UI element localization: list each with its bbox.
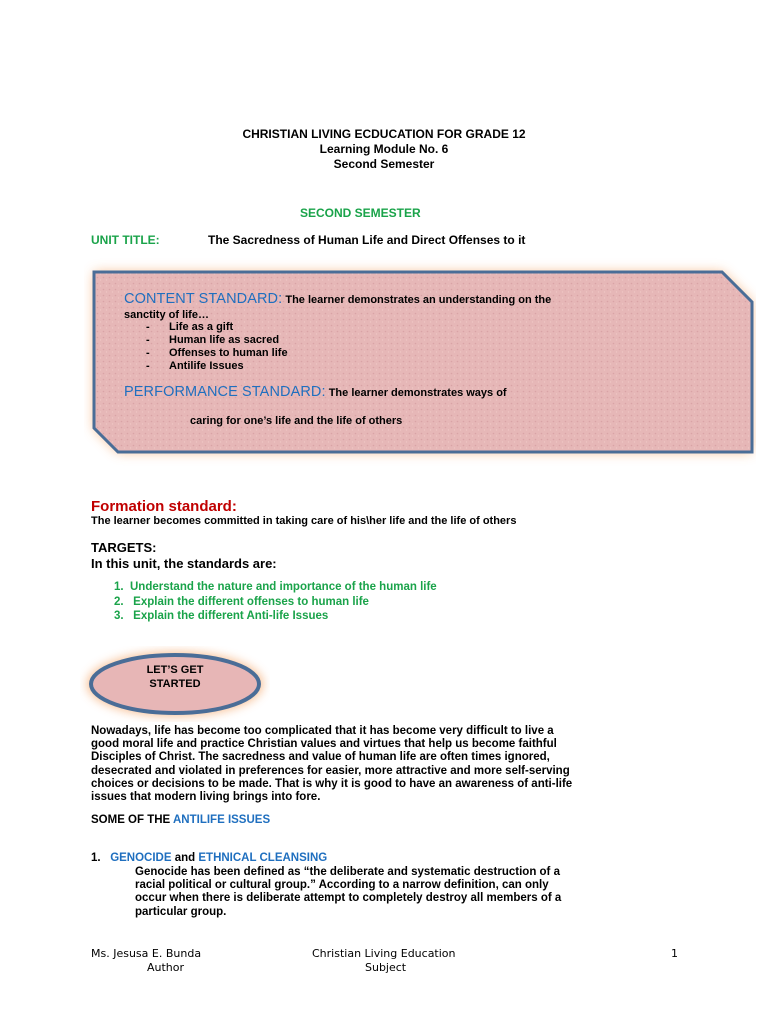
target-number: 2. <box>114 596 124 608</box>
paragraph-line: Nowadays, life has become too complicated that it has become very difficult to live a <box>91 725 554 737</box>
paragraph-line: good moral life and practice Christian values and virtues that help us become faithful <box>91 738 557 751</box>
issue-term-ethnic-cleansing: ETHNICAL CLEANSING <box>198 852 328 864</box>
target-text: Explain the different Anti-life Issues <box>129 610 329 622</box>
content-standard-text-2: sanctity of life… <box>124 309 209 321</box>
content-standard-heading: CONTENT STANDARD <box>124 291 279 307</box>
target-item <box>114 596 369 608</box>
unit-title-row <box>91 233 160 247</box>
issue-and: and <box>171 852 199 864</box>
content-item: - Life as a gift <box>146 321 234 333</box>
content-item-label: Life as a gift <box>169 321 234 333</box>
performance-standard-heading: PERFORMANCE STANDARD <box>124 384 322 400</box>
paragraph-line: Genocide has been defined as “the deliberate and systematic destruction of a <box>135 866 560 878</box>
issue-term-genocide: GENOCIDE <box>110 852 172 864</box>
footer-subject-label: Subject <box>365 961 407 974</box>
lets-get-started-label <box>110 663 240 691</box>
targets-heading: TARGETS: <box>91 540 157 555</box>
content-standard-colon: : <box>278 291 283 307</box>
antilife-heading <box>91 814 270 826</box>
unit-title-label: UNIT TITLE: <box>91 233 160 247</box>
formation-text: The learner becomes committed in taking care of his\her life and the life of others <box>91 515 517 527</box>
performance-standard-text-1: The learner demonstrates ways of <box>328 387 507 399</box>
target-text: Explain the different offenses to human life <box>129 596 369 608</box>
paragraph-line: Disciples of Christ. The sacredness and value of human life are often times ignored, <box>91 751 550 764</box>
target-number: 1. <box>114 581 124 593</box>
content-item-label: Antilife Issues <box>169 360 244 372</box>
module-title: CHRISTIAN LIVING ECDUCATION FOR GRADE 12 <box>242 127 526 141</box>
content-item-label: Human life as sacred <box>169 334 280 346</box>
antilife-prefix: SOME OF THE <box>91 814 173 826</box>
target-number: 3. <box>114 610 124 622</box>
content-item: - Human life as sacred <box>146 334 280 346</box>
target-text: Understand the nature and importance of the human life <box>129 581 437 593</box>
content-item-label: Offenses to human life <box>169 347 288 359</box>
content-item: - Offenses to human life <box>146 347 288 359</box>
performance-standard-text-2: caring for one’s life and the life of others <box>190 415 403 427</box>
target-item <box>114 610 328 622</box>
antilife-highlight: ANTILIFE ISSUES <box>173 814 271 826</box>
paragraph-line: racial political or cultural group.” According to a narrow definition, can only <box>135 879 549 892</box>
module-number: Learning Module No. 6 <box>319 142 449 156</box>
performance-standard-colon: : <box>321 384 326 400</box>
paragraph-line: issues that modern living brings into fore. <box>91 791 321 804</box>
module-semester: Second Semester <box>333 157 435 171</box>
targets-intro: In this unit, the standards are: <box>91 556 277 571</box>
issue-1-text <box>135 866 695 919</box>
unit-title-text: The Sacredness of Human Life and Direct Offenses to it <box>208 233 526 247</box>
content-standard <box>124 293 684 307</box>
performance-standard <box>124 386 684 400</box>
lets-get-started-line2: STARTED <box>149 678 201 690</box>
intro-paragraph <box>91 725 691 804</box>
paragraph-line: desecrated and violated in preferences for easier, more attractive and more self-serving <box>91 764 570 777</box>
footer-author-label: Author <box>147 961 185 974</box>
semester-heading: SECOND SEMESTER <box>300 206 421 220</box>
paragraph-line: occur when there is deliberate attempt to completely destroy all members of a <box>135 892 562 905</box>
content-item: - Antilife Issues <box>146 360 244 372</box>
issue-number: 1. <box>91 852 101 864</box>
page-number: 1 <box>671 947 678 960</box>
lets-get-started-line1: LET’S GET <box>146 664 204 676</box>
target-item <box>114 581 437 593</box>
footer-subject-name: Christian Living Education <box>312 947 456 960</box>
paragraph-line: choices or decisions to be made. That is why it is good to have an awareness of anti-life <box>91 777 573 790</box>
issue-1-heading <box>91 852 327 864</box>
formation-heading: Formation standard: <box>91 498 237 515</box>
content-standard-text-1: The learner demonstrates an understanding on the <box>285 294 552 306</box>
paragraph-line: particular group. <box>135 905 227 918</box>
footer-author-name: Ms. Jesusa E. Bunda <box>91 947 202 960</box>
